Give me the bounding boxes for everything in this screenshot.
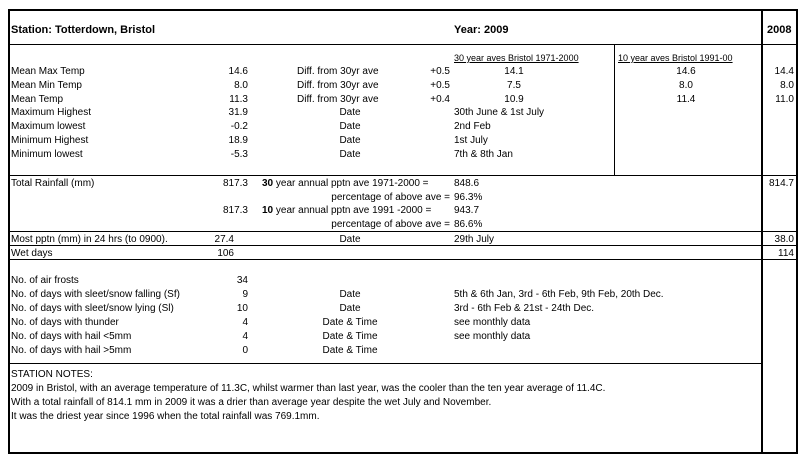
rainfall-ave10-value: 943.7 xyxy=(454,205,480,216)
row-value: 14.6 xyxy=(228,66,248,77)
station-title: Station: Totterdown, Bristol xyxy=(11,24,156,36)
date-label: Date xyxy=(339,149,361,160)
date-label: Date xyxy=(339,303,361,314)
ave30-value: 10.9 xyxy=(504,94,524,105)
rule-notes-top xyxy=(8,363,761,364)
date-label: Date xyxy=(339,121,361,132)
rainfall-2008: 814.7 xyxy=(768,178,794,189)
row-value: 31.9 xyxy=(228,107,248,118)
row-value: 10 xyxy=(236,303,248,314)
date-label: Date & Time xyxy=(322,317,378,328)
y2008-value: 14.4 xyxy=(774,66,794,77)
rule-wetdays-bottom xyxy=(8,259,797,260)
detail: see monthly data xyxy=(454,331,531,342)
date-value: 29th July xyxy=(454,234,495,245)
row-label: Most pptn (mm) in 24 hrs (to 0900). xyxy=(11,234,168,245)
rainfall-value-2: 817.3 xyxy=(222,205,248,216)
row-label: Mean Temp xyxy=(11,94,64,105)
compare-year-title: 2008 xyxy=(767,24,792,36)
row-label: Mean Min Temp xyxy=(11,80,82,91)
row-label: No. of days with sleet/snow lying (Sl) xyxy=(11,303,174,314)
year-title: Year: 2009 xyxy=(454,24,509,36)
row-value: 4 xyxy=(242,331,248,342)
ave10-text: year annual pptn ave 1991 -2000 = xyxy=(273,205,432,216)
row-label: No. of days with hail <5mm xyxy=(11,331,132,342)
border-bottom xyxy=(8,452,797,454)
row-value: 9 xyxy=(242,289,248,300)
row-label: Wet days xyxy=(11,248,53,259)
ave10-heading: 10 year aves Bristol 1991-00 xyxy=(618,53,733,63)
row-label: Maximum lowest xyxy=(11,121,86,132)
row-label: Maximum Highest xyxy=(11,107,92,118)
rainfall-value-1: 817.3 xyxy=(222,178,248,189)
rule-rainfall-bottom xyxy=(8,231,797,232)
row-label: Mean Max Temp xyxy=(11,66,85,77)
diff-value: +0.4 xyxy=(430,94,450,105)
pct-label-2: percentage of above ave = xyxy=(331,219,450,230)
row-label: Minimum lowest xyxy=(11,149,83,160)
ave30-value: 14.1 xyxy=(504,66,524,77)
row-value: -0.2 xyxy=(230,121,248,132)
row-value: 0 xyxy=(242,345,248,356)
row-value: 34 xyxy=(236,275,248,286)
date-label: Date xyxy=(339,234,361,245)
header-rule xyxy=(8,44,797,45)
notes-line: 2009 in Bristol, with an average temperature of 11.3C, whilst warmer than last year, was the cooler than the ten year average of 11.4C. xyxy=(11,383,606,394)
ave30-value: 7.5 xyxy=(507,80,521,91)
ave10-value: 14.6 xyxy=(676,66,696,77)
rainfall-ave10-line xyxy=(262,205,431,217)
date-label: Date xyxy=(339,107,361,118)
divider-10yr xyxy=(614,44,615,175)
row-value: 4 xyxy=(242,317,248,328)
pct-value-1: 96.3% xyxy=(454,192,483,203)
detail: 3rd - 6th Feb & 21st - 24th Dec. xyxy=(454,303,595,314)
date-value: 7th & 8th Jan xyxy=(454,149,513,160)
ave30-text: year annual pptn ave 1971-2000 = xyxy=(273,178,429,189)
diff-label: Diff. from 30yr ave xyxy=(297,80,379,91)
row-value: 27.4 xyxy=(214,234,234,245)
row-label: Minimum Highest xyxy=(11,135,89,146)
rainfall-ave30-line xyxy=(262,178,429,190)
ave10-value: 8.0 xyxy=(679,80,693,91)
border-top xyxy=(8,9,797,11)
row-value: 18.9 xyxy=(228,135,248,146)
row-label: No. of days with sleet/snow falling (Sf) xyxy=(11,289,180,300)
rainfall-ave30-value: 848.6 xyxy=(454,178,480,189)
row-value: 8.0 xyxy=(234,80,248,91)
notes-line: With a total rainfall of 814.1 mm in 2009 it was a drier than average year despite the wet July and November. xyxy=(11,397,492,408)
diff-label: Diff. from 30yr ave xyxy=(297,66,379,77)
row-value: 11.3 xyxy=(229,94,248,105)
date-value: 2nd Feb xyxy=(454,121,491,132)
date-label: Date xyxy=(339,135,361,146)
row-label: No. of air frosts xyxy=(11,275,79,286)
row-label: No. of days with hail >5mm xyxy=(11,345,132,356)
y2008-value: 38.0 xyxy=(774,234,794,245)
date-label: Date & Time xyxy=(322,345,378,356)
pct-label-1: percentage of above ave = xyxy=(331,192,450,203)
diff-label: Diff. from 30yr ave xyxy=(297,94,379,105)
date-label: Date xyxy=(339,289,361,300)
notes-heading: STATION NOTES: xyxy=(11,369,93,380)
date-value: 30th June & 1st July xyxy=(454,107,545,118)
date-value: 1st July xyxy=(454,135,488,146)
diff-value: +0.5 xyxy=(430,66,450,77)
pct-value-2: 86.6% xyxy=(454,219,483,230)
ave30-bold: 30 xyxy=(262,178,274,189)
detail: 5th & 6th Jan, 3rd - 6th Feb, 9th Feb, 20th Dec. xyxy=(454,289,664,300)
diff-value: +0.5 xyxy=(430,80,450,91)
row-value: -5.3 xyxy=(230,149,248,160)
row-label: No. of days with thunder xyxy=(11,317,119,328)
y2008-value: 114 xyxy=(778,248,794,259)
ave10-value: 11.4 xyxy=(676,94,696,105)
y2008-value: 11.0 xyxy=(775,94,794,105)
notes-line: It was the driest year since 1996 when the total rainfall was 769.1mm. xyxy=(11,411,320,422)
y2008-value: 8.0 xyxy=(780,80,794,91)
date-label: Date & Time xyxy=(322,331,378,342)
ave30-heading: 30 year aves Bristol 1971-2000 xyxy=(454,53,579,63)
ave10-bold: 10 xyxy=(262,205,274,216)
rainfall-label: Total Rainfall (mm) xyxy=(11,178,95,189)
rule-rainfall-top xyxy=(8,175,797,176)
detail: see monthly data xyxy=(454,317,531,328)
row-value: 106 xyxy=(217,248,234,259)
